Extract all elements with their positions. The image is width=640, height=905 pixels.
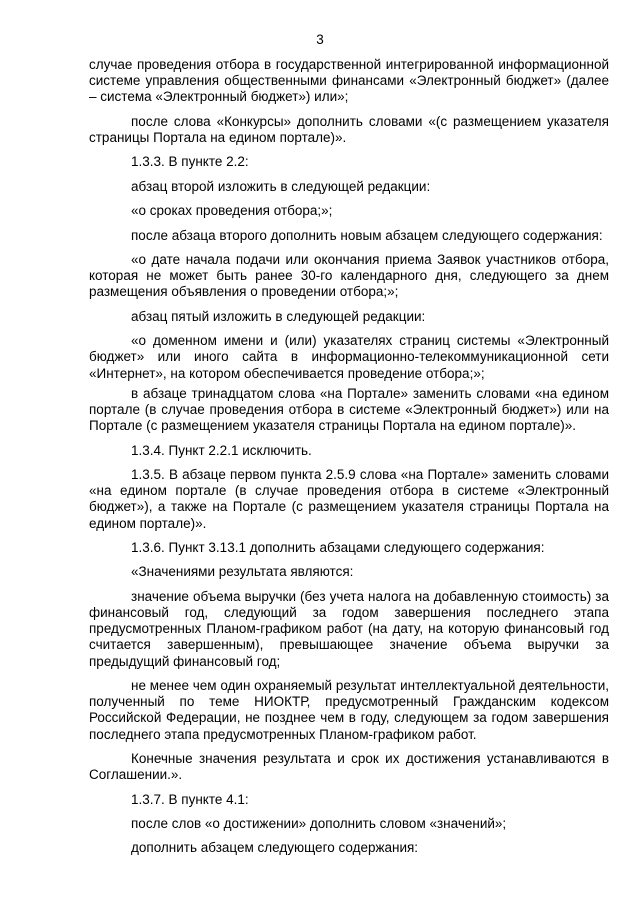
paragraph-9: «о доменном имени и (или) указателях страниц системы «Электронный бюджет» или иного сайта в информационно-телекоммуникационной сети «Интернет», на котором обеспечивается проведение отбора;»; bbox=[89, 333, 609, 381]
paragraph-12: 1.3.5. В абзаце первом пункта 2.5.9 слова «на Портале» заменить словами «на едином портале (в случае проведения отбора в системе «Электронный бюджет»), а также на Портале (с размещением указателя страницы Портала на едином портале)». bbox=[89, 466, 609, 531]
paragraph-17: Конечные значения результата и срок их достижения устанавливаются в Соглашении.». bbox=[89, 750, 609, 783]
paragraph-7: «о дате начала подачи или окончания приема Заявок участников отбора, которая не может быть ранее 30-го календарного дня, следующего за днем размещения объявления о проведении отбора;»; bbox=[89, 251, 609, 300]
paragraph-14: «Значениями результата являются: bbox=[131, 564, 354, 580]
paragraph-3: 1.3.3. В пункте 2.2: bbox=[131, 154, 249, 170]
paragraph-20: дополнить абзацем следующего содержания: bbox=[131, 840, 419, 856]
paragraph-18: 1.3.7. В пункте 4.1: bbox=[131, 791, 249, 807]
page-number: 3 bbox=[316, 32, 324, 47]
paragraph-13: 1.3.6. Пункт 3.13.1 дополнить абзацами следующего содержания: bbox=[131, 539, 545, 555]
paragraph-1: случае проведения отбора в государственной интегрированной информационной системе управления общественными финансами «Электронный бюджет» (далее – система «Электронный бюджет») или»; bbox=[89, 57, 609, 105]
paragraph-16: не менее чем один охраняемый результат интеллектуальной деятельности, полученный по теме НИОКТР, предусмотренный Гражданским кодексом Российской Федерации, не позднее чем в году, следующем за годом завершения последнего этапа предусмотренных Планом-графиком работ. bbox=[89, 677, 609, 742]
document-body bbox=[89, 57, 609, 865]
paragraph-10: в абзаце тринадцатом слова «на Портале» заменить словами «на едином портале (в случае проведения отбора в системе «Электронный бюджет») или на Портале (с размещением указателя страницы Портала на едином портале)». bbox=[89, 385, 609, 434]
paragraph-11: 1.3.4. Пункт 2.2.1 исключить. bbox=[131, 442, 312, 458]
paragraph-8: абзац пятый изложить в следующей редакции: bbox=[131, 308, 426, 324]
paragraph-19: после слов «о достижении» дополнить словом «значений»; bbox=[131, 815, 507, 831]
paragraph-2: после слова «Конкурсы» дополнить словами «(с размещением указателя страницы Портала на едином портале)». bbox=[89, 113, 609, 145]
paragraph-4: абзац второй изложить в следующей редакции: bbox=[131, 178, 431, 194]
paragraph-6: после абзаца второго дополнить новым абзацем следующего содержания: bbox=[131, 227, 603, 243]
paragraph-15: значение объема выручки (без учета налога на добавленную стоимость) за финансовый год, следующий за годом завершения последнего этапа предусмотренных Планом-графиком работ (на дату, на которую финансовый год считается завершенным), превышающее значение объема выручки за предыдущий финансовый год; bbox=[89, 588, 609, 669]
paragraph-5: «о сроках проведения отбора;»; bbox=[131, 203, 333, 219]
